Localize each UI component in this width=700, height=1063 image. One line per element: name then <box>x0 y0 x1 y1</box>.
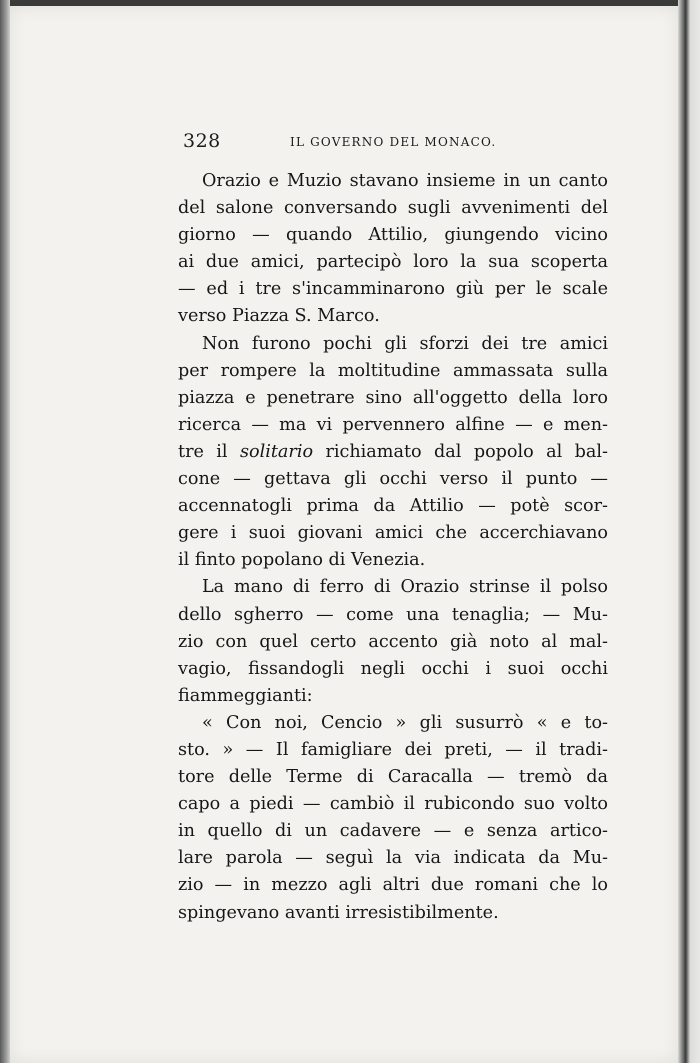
text-line: cone — gettava gli occhi verso il punto — <box>178 469 608 490</box>
text-line: « Con noi, Cencio » gli susurrò « e to- <box>202 712 608 733</box>
text-line: giorno — quando Attilio, giungendo vicino <box>178 225 608 246</box>
text-line: zio — in mezzo agli altri due romani che lo <box>178 875 608 896</box>
text-line: dello sgherro — come una tenaglia; — Mu- <box>178 604 608 625</box>
text-line-with-italic <box>178 439 608 466</box>
text-line: accennatogli prima da Attilio — potè scor- <box>178 496 608 517</box>
text-line: La mano di ferro di Orazio strinse il polso <box>202 577 608 598</box>
italic-word: solitario <box>239 441 314 462</box>
page-header <box>183 130 513 158</box>
text-line: gere i suoi giovani amici che accerchiavano <box>178 523 608 544</box>
body-text <box>178 168 608 927</box>
running-title: IL GOVERNO DEL MONACO. <box>290 135 497 149</box>
text-line: zio con quel certo accento già noto al mal- <box>178 631 608 652</box>
text-line: il finto popolano di Venezia. <box>178 550 426 571</box>
line-text-after: richiamato dal popolo al bal- <box>313 441 608 462</box>
text-line: capo a piedi — cambiò il rubicondo suo volto <box>178 794 608 815</box>
text-line: vagio, fissandogli negli occhi i suoi occhi <box>178 658 608 679</box>
text-line: verso Piazza S. Marco. <box>178 306 380 327</box>
text-line: sto. » — Il famigliare dei preti, — il tradi- <box>178 739 608 760</box>
line-text-before: tre il <box>178 441 240 462</box>
text-line: fiammeggianti: <box>178 685 313 706</box>
text-line: spingevano avanti irresistibilmente. <box>178 902 499 923</box>
text-line: ricerca — ma vi pervennero alfine — e men- <box>178 414 608 435</box>
page-number: 328 <box>183 130 221 152</box>
text-line: lare parola — seguì la via indicata da Mu- <box>178 848 608 869</box>
text-line: del salone conversando sugli avvenimenti del <box>178 198 608 219</box>
text-line: Non furono pochi gli sforzi dei tre amici <box>202 333 608 354</box>
text-line: piazza e penetrare sino all'oggetto della loro <box>178 387 608 408</box>
left-book-edge <box>0 0 10 1063</box>
text-line: tore delle Terme di Caracalla — tremò da <box>178 767 608 788</box>
text-line: per rompere la moltitudine ammassata sulla <box>178 360 608 381</box>
right-book-edge <box>678 0 700 1063</box>
text-line: — ed i tre s'incamminarono giù per le scale <box>178 279 608 300</box>
text-line: ai due amici, partecipò loro la sua scoperta <box>178 252 608 273</box>
text-line: Orazio e Muzio stavano insieme in un canto <box>202 171 608 191</box>
text-line: in quello di un cadavere — e senza artico- <box>178 821 608 842</box>
